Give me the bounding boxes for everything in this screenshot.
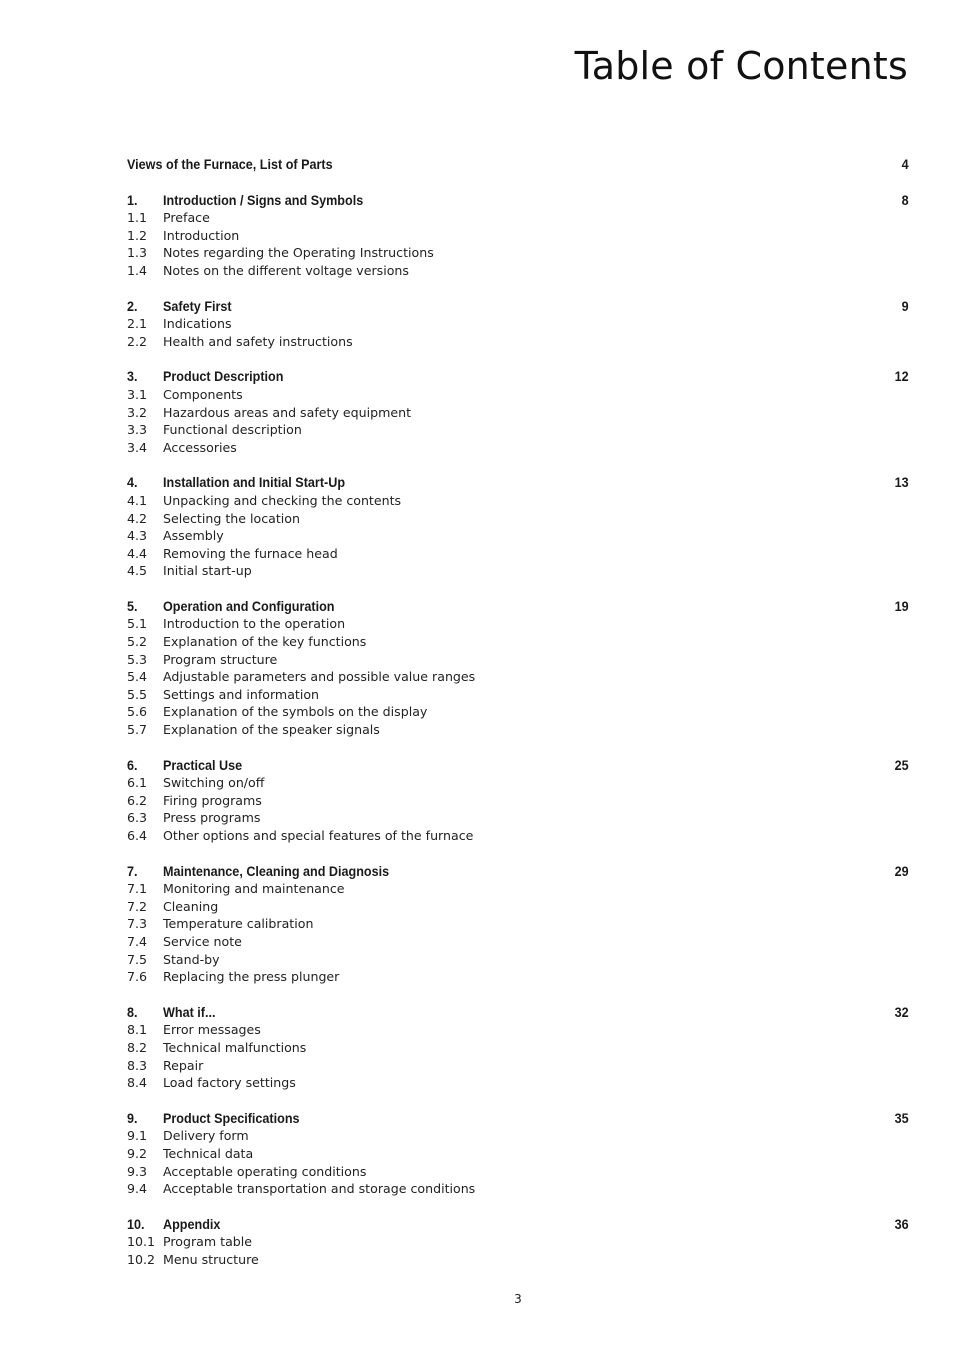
toc-subsection-title: Temperature calibration xyxy=(163,916,314,932)
toc-section-number: 1. xyxy=(127,191,138,208)
toc-section-heading[interactable] xyxy=(127,1110,909,1128)
toc-section-page: 12 xyxy=(894,368,909,385)
toc-subsection[interactable] xyxy=(127,951,908,969)
toc-subsection-number: 1.1 xyxy=(127,210,148,226)
toc-section-page: 32 xyxy=(894,1003,909,1020)
toc-subsection[interactable] xyxy=(127,1127,908,1145)
toc-subsection-number: 6.4 xyxy=(127,828,148,843)
toc-subsection[interactable] xyxy=(127,1145,908,1163)
toc-subsection-number: 4.5 xyxy=(127,563,148,579)
toc-subsection-number: 9.3 xyxy=(127,1163,148,1179)
toc-subsection-title: Functional description xyxy=(163,422,302,438)
toc-subsection[interactable] xyxy=(127,898,908,916)
toc-subsection-title: Unpacking and checking the contents xyxy=(163,492,402,508)
toc-subsection-number: 3.4 xyxy=(127,439,148,455)
toc-subsection-number: 3.3 xyxy=(127,422,148,438)
toc-section-title: Product Specifications xyxy=(163,1109,300,1126)
toc-subsection[interactable] xyxy=(127,915,908,933)
toc-subsection[interactable] xyxy=(127,1057,908,1075)
toc-subsection[interactable] xyxy=(127,1021,908,1039)
toc-subsection-number: 7.2 xyxy=(127,898,148,914)
toc-subsection[interactable] xyxy=(127,492,908,510)
toc-subsection-number: 9.2 xyxy=(127,1145,148,1161)
toc-section-title: Installation and Initial Start-Up xyxy=(163,474,346,491)
toc-subsection-title: Accessories xyxy=(163,439,237,455)
toc-subsection-title: Monitoring and maintenance xyxy=(163,881,345,897)
toc-section-heading[interactable] xyxy=(127,863,909,881)
toc-subsection-number: 7.4 xyxy=(127,933,148,949)
toc-subsection-title: Settings and information xyxy=(163,686,320,702)
toc-subsection[interactable] xyxy=(127,510,908,528)
toc-subsection[interactable] xyxy=(127,968,908,986)
toc-section-heading[interactable] xyxy=(127,192,909,210)
toc-section-page: 9 xyxy=(901,297,909,314)
toc-subsection-title: Acceptable operating conditions xyxy=(163,1163,367,1179)
toc-subsection-title: Explanation of the speaker signals xyxy=(163,722,380,738)
toc-sections xyxy=(127,192,908,1269)
toc-subsection-title: Replacing the press plunger xyxy=(163,969,340,985)
toc-section-heading[interactable] xyxy=(127,368,909,386)
toc-subsection[interactable] xyxy=(127,721,908,739)
page-title: Table of Contents xyxy=(574,44,908,88)
toc-section xyxy=(127,474,908,580)
toc-intro-entry[interactable] xyxy=(127,156,909,174)
toc-section-title: Introduction / Signs and Symbols xyxy=(163,191,364,208)
toc-section-number: 9. xyxy=(127,1109,138,1126)
toc-subsection-number: 10.1 xyxy=(127,1234,156,1250)
toc-subsection[interactable] xyxy=(127,227,908,245)
toc-subsection-number: 8.4 xyxy=(127,1075,148,1091)
toc-section-page: 25 xyxy=(894,756,909,773)
toc-section-title: Operation and Configuration xyxy=(163,597,335,614)
toc-subsection[interactable] xyxy=(127,1233,908,1251)
toc-subsection-number: 6.3 xyxy=(127,810,148,826)
toc-subsection-title: Adjustable parameters and possible value ranges xyxy=(163,669,476,685)
table-of-contents xyxy=(127,156,908,1286)
toc-subsection-number: 1.4 xyxy=(127,262,148,278)
toc-subsection-title: Preface xyxy=(163,210,210,226)
toc-subsection-number: 7.3 xyxy=(127,916,148,932)
toc-subsection-title: Program structure xyxy=(163,651,278,667)
toc-subsection[interactable] xyxy=(127,703,908,721)
toc-intro-section xyxy=(127,156,908,174)
toc-subsection-title: Repair xyxy=(163,1057,204,1073)
toc-section xyxy=(127,1004,908,1092)
toc-subsection-number: 7.5 xyxy=(127,951,148,967)
toc-section xyxy=(127,598,908,739)
toc-subsection[interactable] xyxy=(127,792,908,810)
toc-subsection-number: 10.2 xyxy=(127,1251,156,1267)
toc-subsection-number: 9.1 xyxy=(127,1128,148,1144)
toc-subsection-title: Switching on/off xyxy=(163,775,265,791)
toc-subsection-title: Notes on the different voltage versions xyxy=(163,262,409,278)
toc-subsection[interactable] xyxy=(127,244,908,262)
toc-subsection-number: 8.1 xyxy=(127,1022,148,1038)
toc-subsection[interactable] xyxy=(127,651,908,669)
toc-subsection-title: Notes regarding the Operating Instructions xyxy=(163,245,434,261)
toc-subsection-number: 5.2 xyxy=(127,634,148,650)
toc-section-number: 6. xyxy=(127,756,138,773)
toc-subsection-title: Press programs xyxy=(163,810,261,826)
toc-subsection-title: Indications xyxy=(163,316,232,332)
toc-section-heading[interactable] xyxy=(127,1004,909,1022)
toc-section xyxy=(127,1110,908,1198)
toc-section xyxy=(127,757,908,845)
toc-subsection-title: Assembly xyxy=(163,528,224,544)
toc-section-title: Practical Use xyxy=(163,756,243,773)
page-number: 3 xyxy=(514,1292,522,1306)
toc-subsection[interactable] xyxy=(127,1163,908,1181)
toc-subsection[interactable] xyxy=(127,668,908,686)
toc-subsection-title: Load factory settings xyxy=(163,1075,296,1091)
toc-subsection-title: Initial start-up xyxy=(163,563,252,579)
toc-subsection-number: 5.1 xyxy=(127,616,148,632)
toc-subsection[interactable] xyxy=(127,1180,908,1198)
toc-subsection-title: Health and safety instructions xyxy=(163,333,353,349)
toc-section xyxy=(127,298,908,351)
toc-subsection-title: Delivery form xyxy=(163,1128,249,1144)
toc-subsection-number: 1.3 xyxy=(127,245,148,261)
toc-subsection[interactable] xyxy=(127,386,908,404)
toc-subsection-title: Error messages xyxy=(163,1022,261,1038)
toc-subsection-title: Other options and special features of the furnace xyxy=(163,828,474,843)
toc-subsection-title: Firing programs xyxy=(163,792,262,808)
toc-subsection-number: 3.2 xyxy=(127,404,148,420)
toc-subsection-number: 5.6 xyxy=(127,704,148,720)
toc-subsection-number: 2.2 xyxy=(127,333,148,349)
toc-subsection[interactable] xyxy=(127,333,908,351)
toc-subsection-title: Components xyxy=(163,386,243,402)
toc-subsection-number: 2.1 xyxy=(127,316,148,332)
toc-section xyxy=(127,1216,908,1269)
toc-subsection[interactable] xyxy=(127,1039,908,1057)
toc-subsection[interactable] xyxy=(127,633,908,651)
toc-subsection[interactable] xyxy=(127,562,908,580)
toc-subsection-number: 7.1 xyxy=(127,881,148,897)
toc-section xyxy=(127,368,908,456)
toc-subsection-title: Removing the furnace head xyxy=(163,545,338,561)
toc-section-page: 8 xyxy=(901,191,909,208)
toc-subsection[interactable] xyxy=(127,615,908,633)
toc-subsection[interactable] xyxy=(127,1074,908,1092)
toc-subsection[interactable] xyxy=(127,880,908,898)
toc-subsection-number: 4.2 xyxy=(127,510,148,526)
toc-section-number: 7. xyxy=(127,862,138,879)
toc-subsection[interactable] xyxy=(127,774,908,792)
toc-section-page: 36 xyxy=(894,1215,909,1232)
toc-section-title: What if... xyxy=(163,1003,216,1020)
toc-section-heading[interactable] xyxy=(127,598,909,616)
toc-subsection[interactable] xyxy=(127,545,908,563)
toc-subsection[interactable] xyxy=(127,527,908,545)
toc-section-number: 8. xyxy=(127,1003,138,1020)
toc-subsection[interactable] xyxy=(127,827,908,845)
toc-subsection-number: 6.1 xyxy=(127,775,148,791)
toc-subsection-title: Introduction to the operation xyxy=(163,616,346,632)
toc-subsection-title: Service note xyxy=(163,933,242,949)
toc-section-title: Appendix xyxy=(163,1215,221,1232)
toc-entry-page: 4 xyxy=(901,156,909,172)
toc-subsection[interactable] xyxy=(127,209,908,227)
toc-subsection-number: 4.4 xyxy=(127,545,148,561)
toc-subsection-number: 5.4 xyxy=(127,669,148,685)
toc-subsection[interactable] xyxy=(127,439,908,457)
toc-subsection-title: Technical malfunctions xyxy=(163,1039,307,1055)
toc-section-title: Safety First xyxy=(163,297,232,314)
toc-section-page: 29 xyxy=(894,862,909,879)
toc-subsection-number: 6.2 xyxy=(127,792,148,808)
toc-subsection-number: 3.1 xyxy=(127,386,148,402)
toc-subsection[interactable] xyxy=(127,933,908,951)
toc-section-title: Maintenance, Cleaning and Diagnosis xyxy=(163,862,390,879)
toc-subsection-number: 4.3 xyxy=(127,528,148,544)
toc-subsection-title: Cleaning xyxy=(163,898,219,914)
toc-subsection-number: 9.4 xyxy=(127,1181,148,1197)
toc-subsection-title: Technical data xyxy=(163,1145,254,1161)
toc-section-heading[interactable] xyxy=(127,474,909,492)
toc-section-number: 2. xyxy=(127,297,138,314)
toc-subsection-number: 4.1 xyxy=(127,492,148,508)
toc-section xyxy=(127,863,908,986)
toc-subsection-title: Selecting the location xyxy=(163,510,300,526)
toc-subsection[interactable] xyxy=(127,262,908,280)
toc-subsection[interactable] xyxy=(127,809,908,827)
toc-subsection-title: Acceptable transportation and storage conditions xyxy=(163,1181,476,1197)
toc-subsection-number: 5.3 xyxy=(127,651,148,667)
toc-subsection-number: 5.5 xyxy=(127,686,148,702)
toc-section-heading[interactable] xyxy=(127,757,909,775)
toc-section-page: 35 xyxy=(894,1109,909,1126)
toc-subsection[interactable] xyxy=(127,315,908,333)
toc-subsection[interactable] xyxy=(127,421,908,439)
toc-subsection[interactable] xyxy=(127,686,908,704)
toc-subsection-title: Stand-by xyxy=(163,951,220,967)
toc-section-title: Product Description xyxy=(163,368,284,385)
toc-subsection-number: 5.7 xyxy=(127,722,148,738)
toc-section-heading[interactable] xyxy=(127,298,909,316)
toc-subsection[interactable] xyxy=(127,404,908,422)
toc-subsection-title: Program table xyxy=(163,1234,253,1250)
toc-subsection-title: Menu structure xyxy=(163,1251,259,1267)
toc-subsection-number: 1.2 xyxy=(127,227,148,243)
toc-section-page: 19 xyxy=(894,597,909,614)
toc-entry-title: Views of the Furnace, List of Parts xyxy=(127,156,333,172)
toc-section-page: 13 xyxy=(894,474,909,491)
toc-section-number: 10. xyxy=(127,1215,145,1232)
toc-subsection-number: 7.6 xyxy=(127,969,148,985)
toc-subsection-number: 8.2 xyxy=(127,1039,148,1055)
toc-subsection-title: Explanation of the key functions xyxy=(163,634,367,650)
toc-subsection-number: 8.3 xyxy=(127,1057,148,1073)
toc-subsection-title: Explanation of the symbols on the display xyxy=(163,704,428,720)
toc-section-number: 4. xyxy=(127,474,138,491)
toc-section-heading[interactable] xyxy=(127,1216,909,1234)
toc-subsection-title: Introduction xyxy=(163,227,240,243)
toc-section-number: 3. xyxy=(127,368,138,385)
toc-section-number: 5. xyxy=(127,597,138,614)
toc-subsection[interactable] xyxy=(127,1251,908,1269)
toc-subsection-title: Hazardous areas and safety equipment xyxy=(163,404,412,420)
toc-section xyxy=(127,192,908,280)
